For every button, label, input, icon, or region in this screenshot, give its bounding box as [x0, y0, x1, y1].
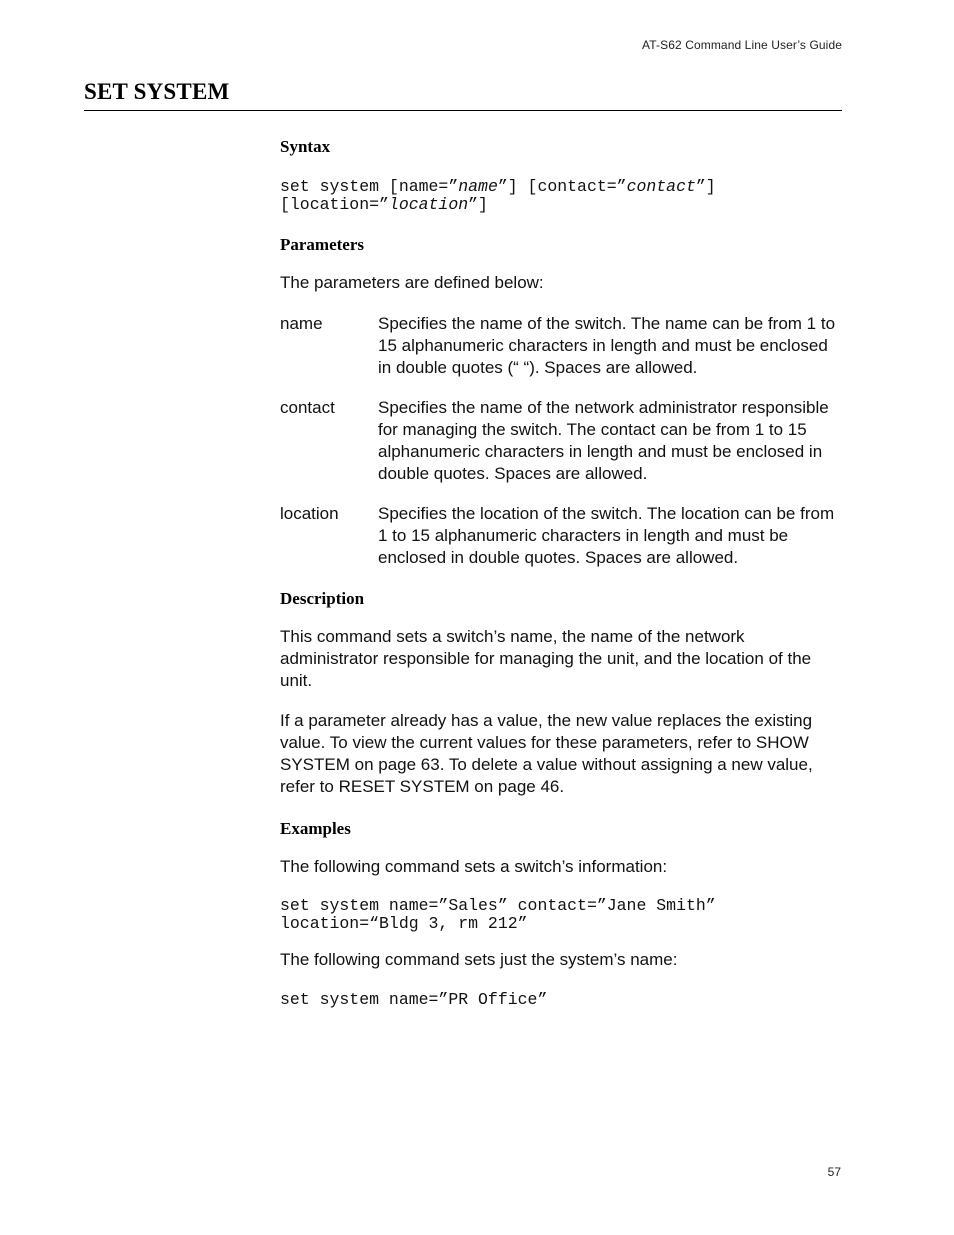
title-divider [84, 110, 842, 111]
syntax-text: ”] [695, 177, 716, 196]
page-number: 57 [827, 1165, 841, 1179]
syntax-placeholder-location: location [388, 195, 469, 214]
parameter-description: Specifies the name of the network administrator responsible for managing the switch. The contact can be from 1 to 15 alphanumeric characters in length and must be enclosed in double quotes. Spaces are allowed. [378, 398, 829, 483]
parameter-description: Specifies the name of the switch. The name can be from 1 to 15 alphanumeric characters in length and must be enclosed in double quotes (“ “). Spaces are allowed. [378, 314, 836, 377]
syntax-text: ”] [468, 195, 488, 214]
syntax-line-2 [280, 196, 842, 214]
parameter-description: Specifies the location of the switch. The location can be from 1 to 15 alphanumeric characters in length and must be enclosed in double quotes. Spaces are allowed. [378, 504, 835, 567]
page-title: SET SYSTEM [84, 79, 230, 104]
description-paragraph-1: This command sets a switch’s name, the name of the network administrator responsible for managing the unit, and the location of the unit. [280, 627, 812, 690]
parameter-name: contact [280, 398, 335, 417]
syntax-heading: Syntax [280, 137, 331, 156]
syntax-text: set system [name=” [280, 177, 459, 196]
syntax-text: [location=” [280, 195, 389, 214]
parameter-row-name [280, 313, 842, 379]
example-2-intro: The following command sets just the system’s name: [280, 950, 678, 969]
parameter-row-location [280, 503, 842, 569]
main-content [280, 130, 842, 1009]
syntax-line-1 [280, 178, 842, 196]
syntax-text: ”] [contact=” [497, 177, 627, 196]
code-line: location=“Bldg 3, rm 212” [280, 914, 528, 933]
parameter-name: location [280, 504, 339, 523]
syntax-placeholder-name: name [458, 177, 498, 196]
parameter-row-contact [280, 397, 842, 485]
parameter-name: name [280, 314, 323, 333]
example-1-intro: The following command sets a switch’s information: [280, 857, 668, 876]
code-line: set system name=”Sales” contact=”Jane Smith” [280, 896, 716, 915]
syntax-code [280, 178, 842, 214]
example-2-code [280, 991, 842, 1009]
parameters-intro: The parameters are defined below: [280, 273, 544, 292]
example-1-code [280, 897, 842, 933]
running-header: AT-S62 Command Line User’s Guide [642, 38, 842, 52]
parameters-heading: Parameters [280, 235, 365, 254]
code-line: set system name=”PR Office” [280, 990, 548, 1009]
description-paragraph-2: If a parameter already has a value, the new value replaces the existing value. To view the current values for these parameters, refer to SHOW SYSTEM on page 63. To delete a value without assigning a new value, refer to RESET SYSTEM on page 46. [280, 711, 813, 796]
description-heading: Description [280, 589, 365, 608]
syntax-placeholder-contact: contact [626, 177, 696, 196]
examples-heading: Examples [280, 819, 351, 838]
